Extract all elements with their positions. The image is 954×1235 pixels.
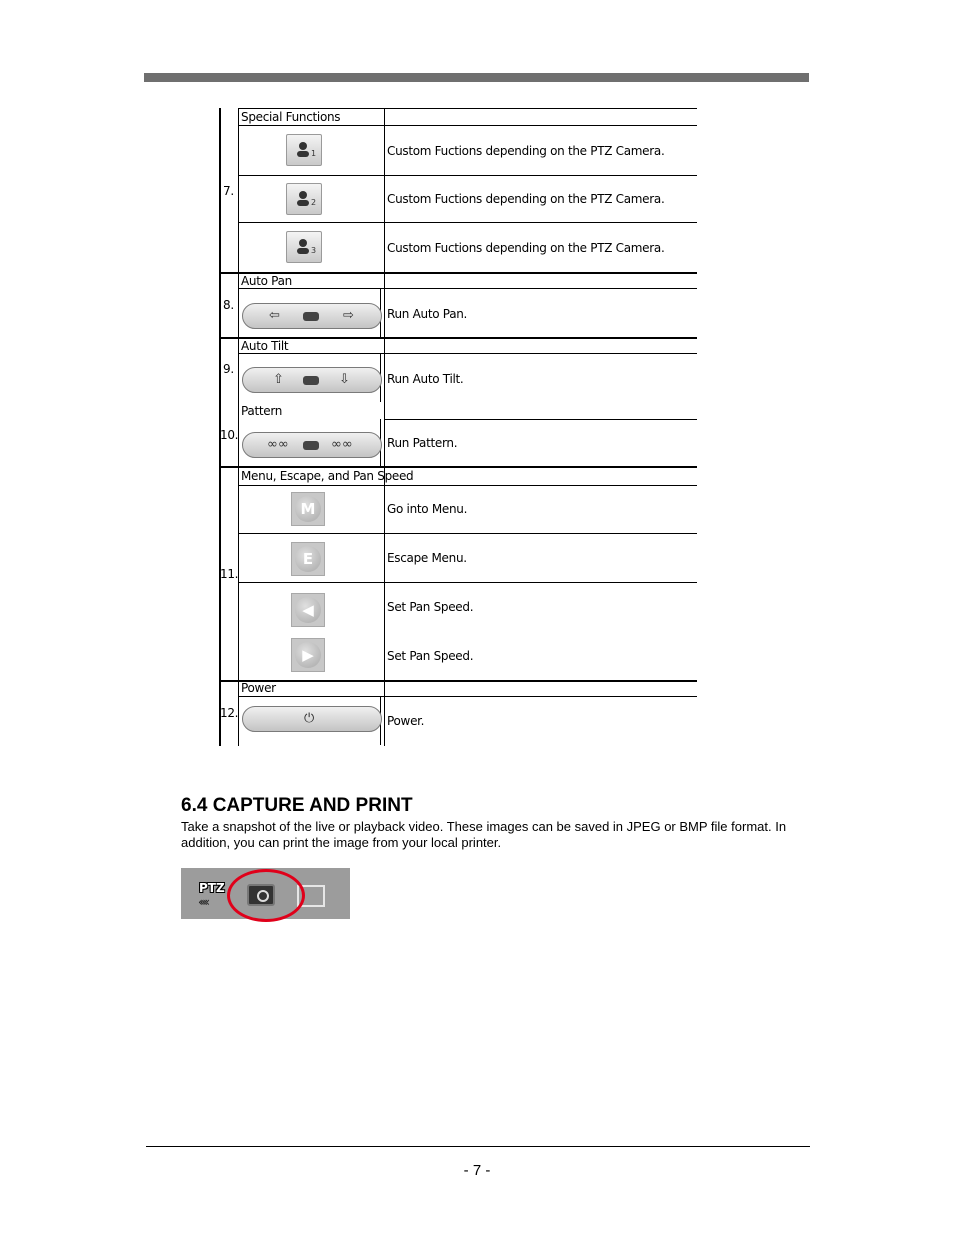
row-description: Set Pan Speed. [387, 649, 474, 663]
section-number: 12. [220, 706, 239, 720]
rewind-icon: ◀ [295, 597, 321, 623]
function-index: 3 [311, 246, 317, 255]
header-bar [144, 73, 809, 82]
arrow-down-icon: ⇩ [339, 372, 350, 387]
section-number: 9. [223, 362, 234, 376]
section-number: 7. [223, 184, 234, 198]
stop-icon [303, 441, 319, 450]
section-title: Auto Pan [241, 274, 292, 288]
row-description: Set Pan Speed. [387, 600, 474, 614]
stop-icon [303, 312, 319, 321]
row-description: Escape Menu. [387, 551, 467, 565]
row-description: Go into Menu. [387, 502, 468, 516]
ptz-controls-table [219, 108, 697, 746]
user-icon [296, 238, 310, 254]
footer-divider [146, 1146, 810, 1147]
stop-icon [303, 376, 319, 385]
power-button[interactable] [242, 706, 382, 732]
row-description: Custom Fuctions depending on the PTZ Camera. [387, 144, 665, 158]
section-paragraph: Take a snapshot of the live or playback video. These images can be saved in JPEG or BMP file format. In addition, you can print the image from your local printer. [181, 819, 787, 850]
function-index: 2 [311, 198, 317, 207]
custom-function-2-button[interactable] [286, 183, 322, 215]
section-title: Menu, Escape, and Pan Speed [241, 469, 414, 483]
page-number: - 7 - [463, 1162, 491, 1179]
auto-pan-button[interactable] [242, 303, 382, 329]
loop-icon: ∞∞ [267, 437, 289, 452]
section-title: Power [241, 681, 276, 695]
row-description: Run Auto Tilt. [387, 372, 464, 386]
row-description: Run Pattern. [387, 436, 458, 450]
pan-speed-decrease-button[interactable] [291, 593, 325, 627]
escape-icon: E [295, 546, 321, 572]
forward-icon: ▶ [295, 642, 321, 668]
highlight-ring [227, 869, 305, 922]
row-description: Custom Fuctions depending on the PTZ Camera. [387, 192, 665, 206]
custom-function-3-button[interactable] [286, 231, 322, 263]
escape-button[interactable] [291, 542, 325, 576]
row-description: Run Auto Pan. [387, 307, 468, 321]
row-description: Power. [387, 714, 425, 728]
arrow-left-icon: ⇦ [269, 308, 280, 323]
user-icon [296, 190, 310, 206]
auto-tilt-button[interactable] [242, 367, 382, 393]
pattern-button[interactable] [242, 432, 382, 458]
menu-button[interactable] [291, 492, 325, 526]
section-number: 10. [220, 428, 239, 442]
function-index: 1 [311, 149, 317, 158]
user-icon [296, 141, 310, 157]
row-description: Custom Fuctions depending on the PTZ Camera. [387, 241, 665, 255]
loop-icon: ∞∞ [331, 437, 353, 452]
menu-icon: M [295, 496, 321, 522]
pan-speed-increase-button[interactable] [291, 638, 325, 672]
power-icon: ⏻ [304, 711, 315, 726]
ptz-chevrons: ‹‹‹‹‹ [198, 895, 207, 909]
arrow-right-icon: ⇨ [343, 308, 354, 323]
section-title: Auto Tilt [241, 339, 289, 353]
ptz-label: PTZ [199, 881, 225, 895]
section-title: Pattern [241, 404, 283, 418]
section-title: Special Functions [241, 110, 341, 124]
section-number: 11. [220, 567, 239, 581]
capture-toolbar [181, 868, 350, 919]
section-number: 8. [223, 298, 234, 312]
arrow-up-icon: ⇧ [273, 372, 284, 387]
custom-function-1-button[interactable] [286, 134, 322, 166]
section-heading: 6.4 CAPTURE AND PRINT [181, 795, 413, 816]
